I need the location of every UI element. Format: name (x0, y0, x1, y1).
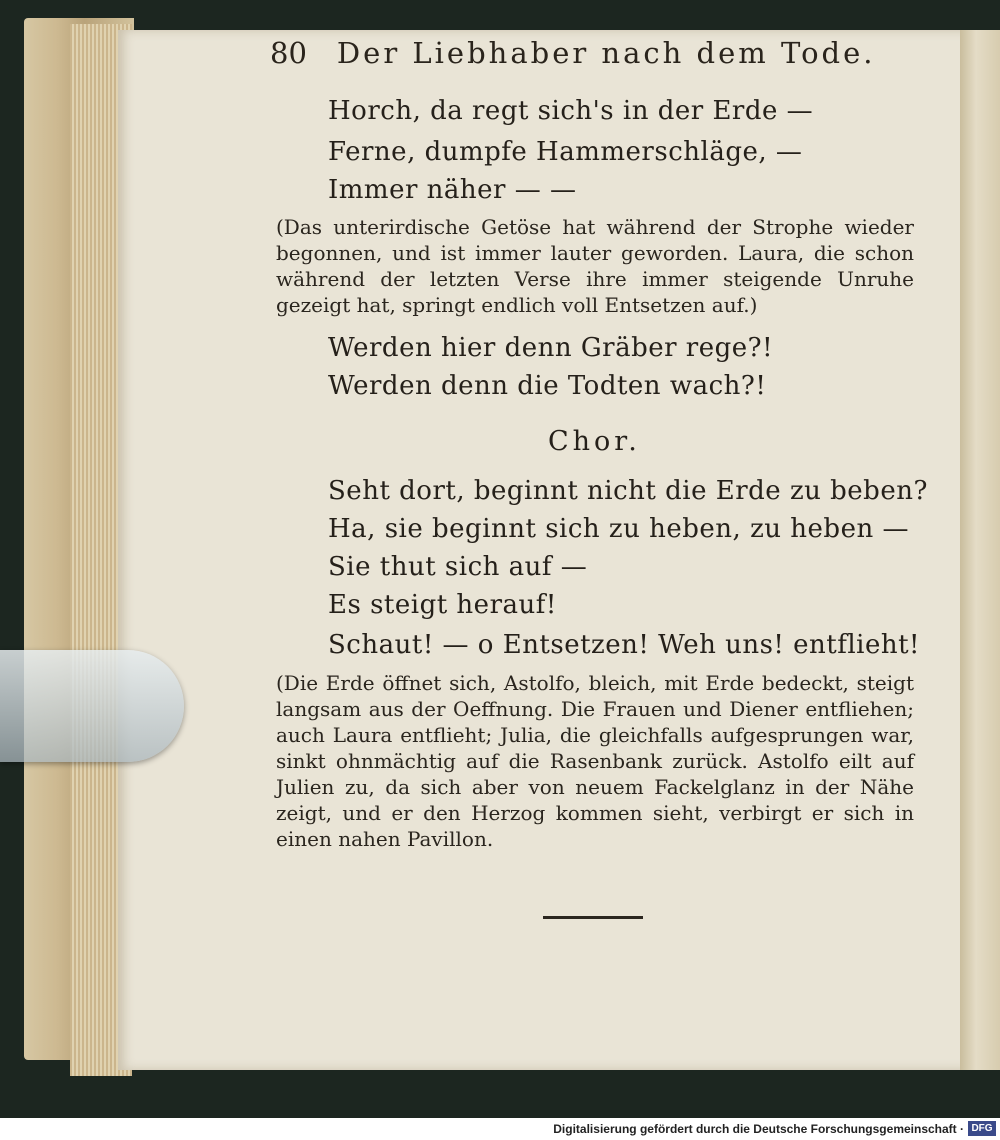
verse-line: Werden hier denn Gräber rege?! (328, 333, 774, 363)
verse-line: Seht dort, beginnt nicht die Erde zu beben? (328, 476, 928, 506)
page-number: 80 (270, 36, 307, 70)
verse-line: Werden denn die Todten wach?! (328, 371, 767, 401)
chorus-heading: Chor. (548, 426, 641, 457)
verse-line: Ha, sie beginnt sich zu heben, zu heben — (328, 514, 909, 544)
verse-line: Immer näher — — (328, 175, 577, 205)
stage-direction: (Die Erde öffnet sich, Astolfo, bleich, mit Erde bedeckt, steigt langsam aus der Oeffnung. Die Frauen und Diener entfliehen; auch Laura entflieht; Julia, die gleichfalls aufgesprungen war, sinkt ohnmächtig auf die Rasenbank zurück. Astolfo eilt auf Julien zu, da sich aber von neuem Fackelglanz in der Nähe zeigt, und er den Herzog kommen sieht, verbirgt er sich in einen nahen Pavillon. (276, 671, 914, 851)
facing-page-edge (960, 30, 1000, 1070)
verse-line: Sie thut sich auf — (328, 552, 588, 582)
verse-line: Horch, da regt sich's in der Erde — (328, 96, 814, 126)
dfg-logo: DFG (968, 1121, 996, 1136)
bookmark-clip (0, 650, 184, 762)
stage-direction: (Das unterirdische Getöse hat während der Strophe wieder begonnen, und ist immer lauter geworden. Laura, die schon während der letzten Verse ihre immer steigende Unruhe gezeigt hat, springt endlich voll Entsetzen auf.) (276, 215, 914, 317)
verse-line: Es steigt herauf! (328, 590, 557, 620)
verse-line: Schaut! — o Entsetzen! Weh uns! entflieht! (328, 630, 921, 660)
verse-line: Ferne, dumpfe Hammerschläge, — (328, 137, 803, 167)
footer-credit: Digitalisierung gefördert durch die Deutsche Forschungsgemeinschaft · (553, 1122, 964, 1136)
running-title: Der Liebhaber nach dem Tode. (336, 36, 876, 70)
section-rule (543, 916, 643, 919)
running-header (270, 36, 876, 76)
